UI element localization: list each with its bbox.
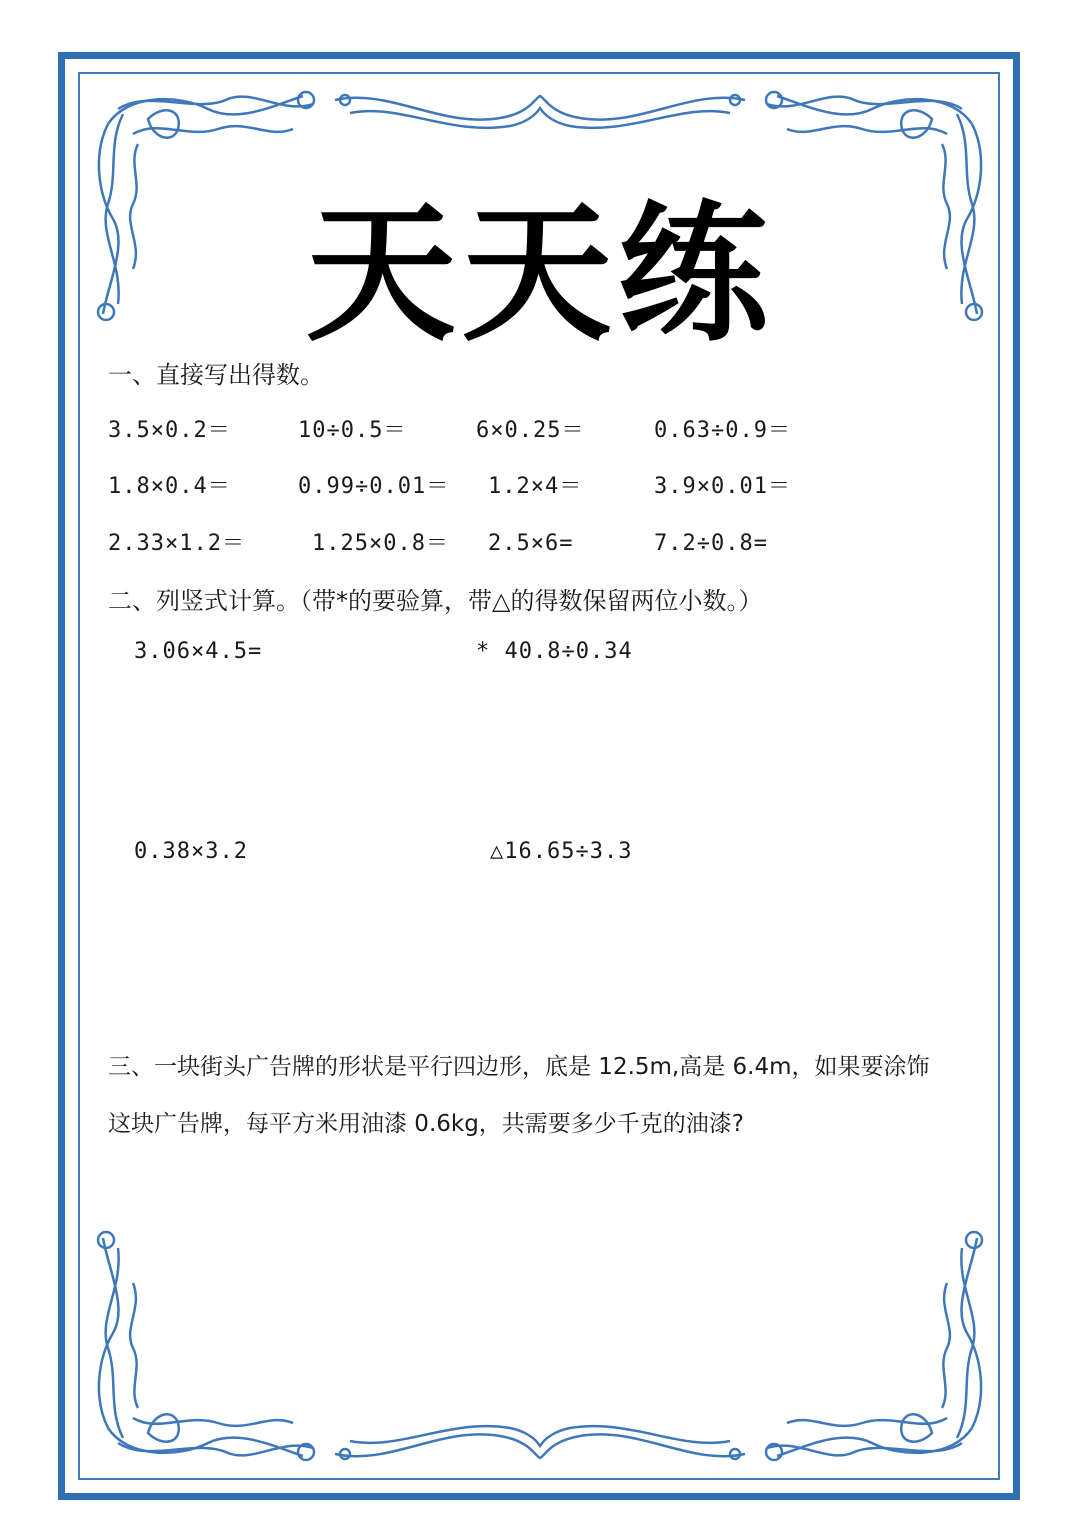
vertical-calc-problem: * 40.8÷0.34: [476, 639, 633, 664]
problem-item: 3.9×0.01＝: [654, 474, 791, 499]
problem-item: 10÷0.5＝: [298, 418, 407, 443]
problem-item: 7.2÷0.8=: [654, 531, 768, 556]
problem-item: 6×0.25＝: [476, 418, 585, 443]
vertical-calc-problem: △16.65÷3.3: [490, 839, 633, 864]
corner-flourish-icon: [762, 1228, 992, 1468]
section2-heading: 二、列竖式计算。（带*的要验算，带△的得数保留两位小数。）: [108, 587, 763, 615]
vertical-calc-problem: 0.38×3.2: [134, 839, 248, 864]
problem-item: 2.33×1.2＝: [108, 531, 245, 556]
problem-item: 2.5×6=: [488, 531, 574, 556]
bottom-swirl-icon: [330, 1416, 750, 1466]
problem-item: 1.8×0.4＝: [108, 474, 231, 499]
page-title: 天天练: [305, 188, 774, 362]
problem-item: 3.5×0.2＝: [108, 418, 231, 443]
problem-item: 0.99÷0.01＝: [298, 474, 450, 499]
corner-flourish-icon: [88, 1228, 318, 1468]
problem-item: 1.25×0.8＝: [312, 531, 449, 556]
section1-heading: 一、直接写出得数。: [108, 361, 324, 389]
word-problem-line: 三、一块街头广告牌的形状是平行四边形，底是 12.5m,高是 6.4m，如果要涂饰: [108, 1054, 930, 1080]
vertical-calc-problem: 3.06×4.5=: [134, 639, 263, 664]
problem-item: 1.2×4＝: [488, 474, 583, 499]
top-swirl-icon: [330, 88, 750, 138]
word-problem-line: 这块广告牌，每平方米用油漆 0.6kg，共需要多少千克的油漆?: [108, 1111, 745, 1137]
problem-item: 0.63÷0.9＝: [654, 418, 791, 443]
